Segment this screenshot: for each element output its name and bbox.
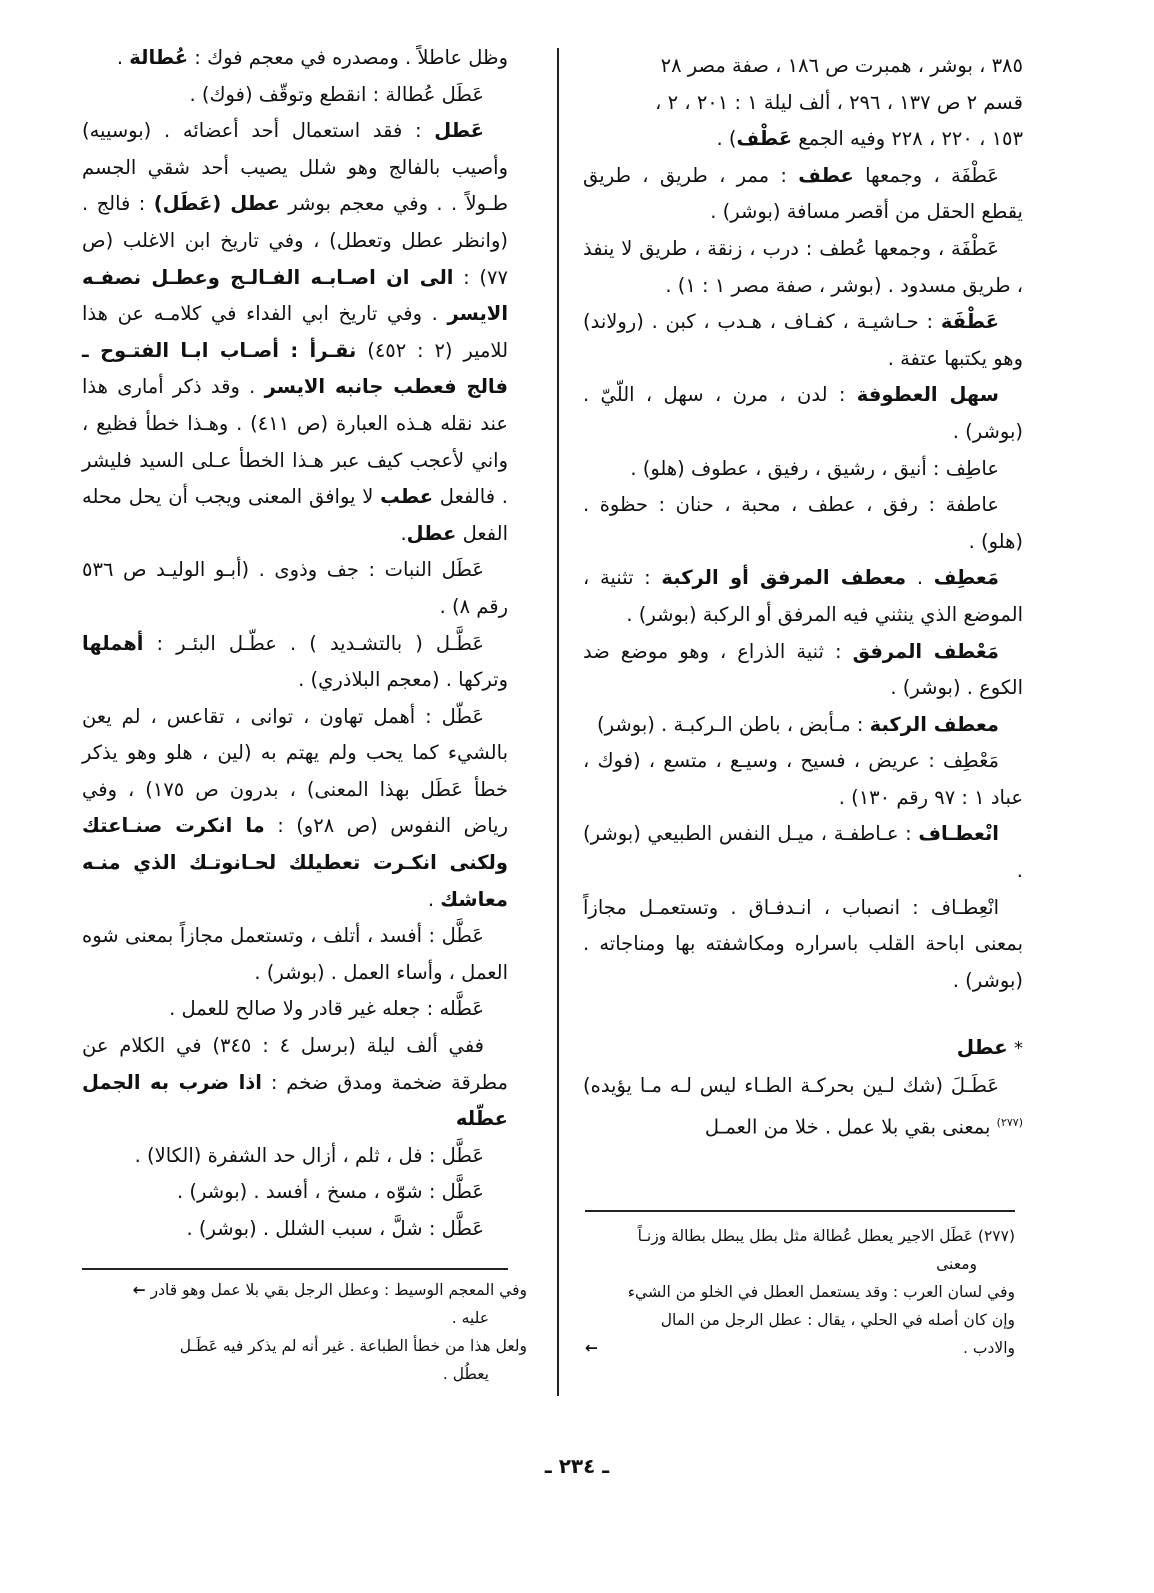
entry-paragraph: عَطَّل : فل ، ثلم ، أزال حد الشفرة (الكالا) . — [134, 1143, 484, 1167]
entry-paragraph: عَطل : فقد استعمال أحد أعضائه . (بوسييه) وأصيب بالفالج وهو شلل يصيب أحد شقي الجسم طـولاً . . وفي معجم بوشر عطل (عَطَل) : فالج . (وانظر عطل وتعطل) ، وفي تاريخ ابن الاغلب (ص ٧٧) : الى ان اصـابـه الفـالـج وعطـل نصفـه الايسر . وفي تاريخ ابي الفداء في كلامـه عن هذا للامير (٢ : ٤٥٢) نقـرأ : أصـاب ابـا الفتـوح ـ فالج فعطب جانبه الايسر . وقد ذكر أمارى هذا عند نقله هـذه العبارة (ص ٤١١) . وهـذا خطأ فظيع ، واني لأعجب كيف عبر هـذا الخطأ عـلى السيد فليشر . فالفعل عطب لا يوافق المعنى ويجب أن يحل محله الفعل عطل. — [82, 119, 509, 545]
arrow-left-icon: ← — [132, 1281, 146, 1299]
section-heading: * عطل — [956, 1035, 1023, 1060]
headword: عطف — [798, 163, 854, 187]
entry-paragraph: مَعْطِف : عريض ، فسيح ، وسيـع ، متسع ، (فوك ، عباد ١ : ٩٧ رقم ١٣٠) . — [583, 749, 1023, 809]
text-line: قسم ٢ ص ١٣٧ ، ٢٩٦ ، ألف ليلة ١ : ٢٠١ ، ٢ ، — [655, 90, 1023, 114]
headword: مَعْطف المرفق — [852, 639, 999, 663]
entry-paragraph: عَطَل عُطالة : انقطع وتوقّف (فوك) . — [189, 82, 484, 106]
left-column — [82, 40, 508, 1248]
text-line: وظل عاطلاً . ومصدره في معجم فوك : عُطالة . — [116, 46, 508, 69]
entry-paragraph: ففي ألف ليلة (برسل ٤ : ٣٤٥) في الكلام عن مطرقة ضخمة ومدق ضخم : اذا ضرب به الجمل عطّله — [82, 1034, 508, 1131]
entry-paragraph: عاطفة : رفق ، عطف ، محبة ، حنان : حظوة . (هلو) . — [583, 493, 1023, 553]
entry-paragraph: مَعطِف . معطف المرفق أو الركبة : تثنية ، الموضع الذي ينثني فيه المرفق أو الركبة (بوشر) . — [583, 566, 1023, 626]
page-number: ـ ٢٣٤ ـ — [544, 1454, 610, 1478]
headword: عَطل — [434, 119, 484, 143]
footnote-left — [82, 1276, 527, 1388]
footnote-line: عليه . — [451, 1309, 489, 1327]
footnote-line: والادب . ← — [585, 1334, 1015, 1362]
headword: انْعطـاف — [918, 822, 999, 846]
footnote-line: يعطُل . — [442, 1365, 489, 1383]
entry-paragraph: عَطْفَة ، وجمعها عُطف : درب ، زنقة ، طريق لا ينفذ ، طريق مسدود . (بوشر ، صفة مصر ١ : ١) . — [583, 236, 1023, 297]
footnote-right — [585, 1222, 1015, 1362]
headword: مَعطِف — [933, 566, 999, 590]
star-icon: * — [1014, 1038, 1023, 1060]
footnote-rule-left — [82, 1268, 508, 1270]
entry-paragraph: مَعْطف المرفق : ثنية الذراع ، وهو موضع ضد الكوع . (بوشر) . — [583, 639, 1023, 700]
entry-paragraph: انْعطـاف : عـاطفـة ، ميـل النفس الطبيعي (بوشر) . — [583, 822, 1023, 883]
headword: عَطْف — [736, 127, 793, 151]
entry-paragraph: انْعِطـاف : انصباب ، انـدفـاق . وتستعمـل مجازاً بمعنى اباحة القلب باسراره ومكاشفته بها ومناجاته . (بوشر) . — [583, 895, 1023, 992]
entry-paragraph: عَطَّل : شوّه ، مسخ ، أفسد . (بوشر) . — [177, 1180, 484, 1204]
arrow-left-icon: ← — [585, 1339, 598, 1357]
text-line: ٣٨٥ ، بوشر ، همبرت ص ١٨٦ ، صفة مصر ٢٨ — [660, 54, 1023, 77]
text-line: ١٥٣ ، ٢٢٠ ، ٢٢٨ وفيه الجمع عَطْف) . — [716, 127, 1023, 151]
entry-paragraph: معطف الركبة : مـأبض ، باطن الـركبـة . (بوشر) — [597, 712, 999, 736]
headword: عَطْفَة — [940, 310, 999, 334]
entry-paragraph: عَطَـلَ (شك لـين بحركـة الطـاء ليس لـه مـا يؤيده)$^{(٢٧٧)}$ بمعنى بقي بلا عمل . خلا من العمـل — [583, 1074, 1023, 1139]
entry-paragraph: عاطِف : أنيق ، رشيق ، رفيق ، عطوف (هلو) . — [630, 456, 999, 480]
footnote-line: (٢٧٧) عَطَل الاجير يعطل عُطالة مثل بطل يبطل بطالة وزنـاً — [637, 1227, 1015, 1245]
entry-paragraph: عَطَّل : أفسد ، أتلف ، وتستعمل مجازاً بمعنى شوه العمل ، وأساء العمل . (بوشر) . — [82, 924, 508, 984]
column-divider — [557, 48, 559, 1396]
footnote-number: (٢٧٧) — [977, 1227, 1015, 1245]
footnote-line: ولعل هذا من خطأ الطباعة . غير أنه لم يذكر فيه عَطَـل — [179, 1337, 527, 1355]
footnote-ref: (٢٧٧) — [996, 1115, 1023, 1129]
right-column — [583, 48, 1023, 1146]
headword: سهل العطوفة — [856, 383, 999, 407]
entry-paragraph: عَطْفَة : حـاشيـة ، كفـاف ، هـدب ، كبن . (رولاند) وهو يكتبها عتفة . — [583, 310, 1023, 370]
headword: عُطالة — [129, 46, 189, 69]
entry-paragraph: عَطّل : أهمل تهاون ، توانى ، تقاعس ، لم يعن بالشيء كما يحب ولم يهتم به (لين ، هلو وهو يذكر خطأ عَطَل بهذا المعنى) ، بدرون ص ١٧٥) ، وفي رياض النفوس (ص ٢٨و) : ما انكرت صنـاعتك ولكنى انكـرت تعطيلك لحـانوتـك الذي منـه معاشك . — [82, 704, 508, 911]
entry-paragraph: عَطَّله : جعله غير قادر ولا صالح للعمل . — [169, 997, 484, 1021]
headword: معطف المرفق أو الركبة — [661, 566, 907, 590]
footnote-line: وفي لسان العرب : وقد يستعمل العطل في الخلو من الشيء — [627, 1283, 1015, 1301]
footnote-line: ومعنى — [936, 1255, 977, 1273]
entry-paragraph: عَطْفَة ، وجمعها عطف : ممر ، طريق ، طريق يقطع الحقل من أقصر مسافة (بوشر) . — [583, 163, 1023, 224]
entry-paragraph: عَطَّل : شلَّ ، سبب الشلل . (بوشر) . — [186, 1217, 484, 1240]
footnote-line: وفي المعجم الوسيط : وعطل الرجل بقي بلا عمل وهو قادر ← — [132, 1281, 527, 1299]
footnote-rule-right — [585, 1210, 1015, 1212]
entry-paragraph: سهل العطوفة : لدن ، مرن ، سهل ، اللّيّ . (بوشر) . — [583, 383, 1023, 443]
entry-paragraph: عَطَّـل ( بالتشـديد ) . عطّـل البئـر : أهملها وتركها . (معجم البلاذري) . — [82, 631, 508, 692]
entry-paragraph: عَطَل النبات : جف وذوى . (أبـو الوليـد ص ٥٣٦ رقم ٨) . — [82, 558, 508, 618]
headword: معطف الركبة — [869, 712, 999, 736]
footnote-line: وإن كان أصله في الحلي ، يقال : عطل الرجل من المال — [660, 1311, 1015, 1329]
